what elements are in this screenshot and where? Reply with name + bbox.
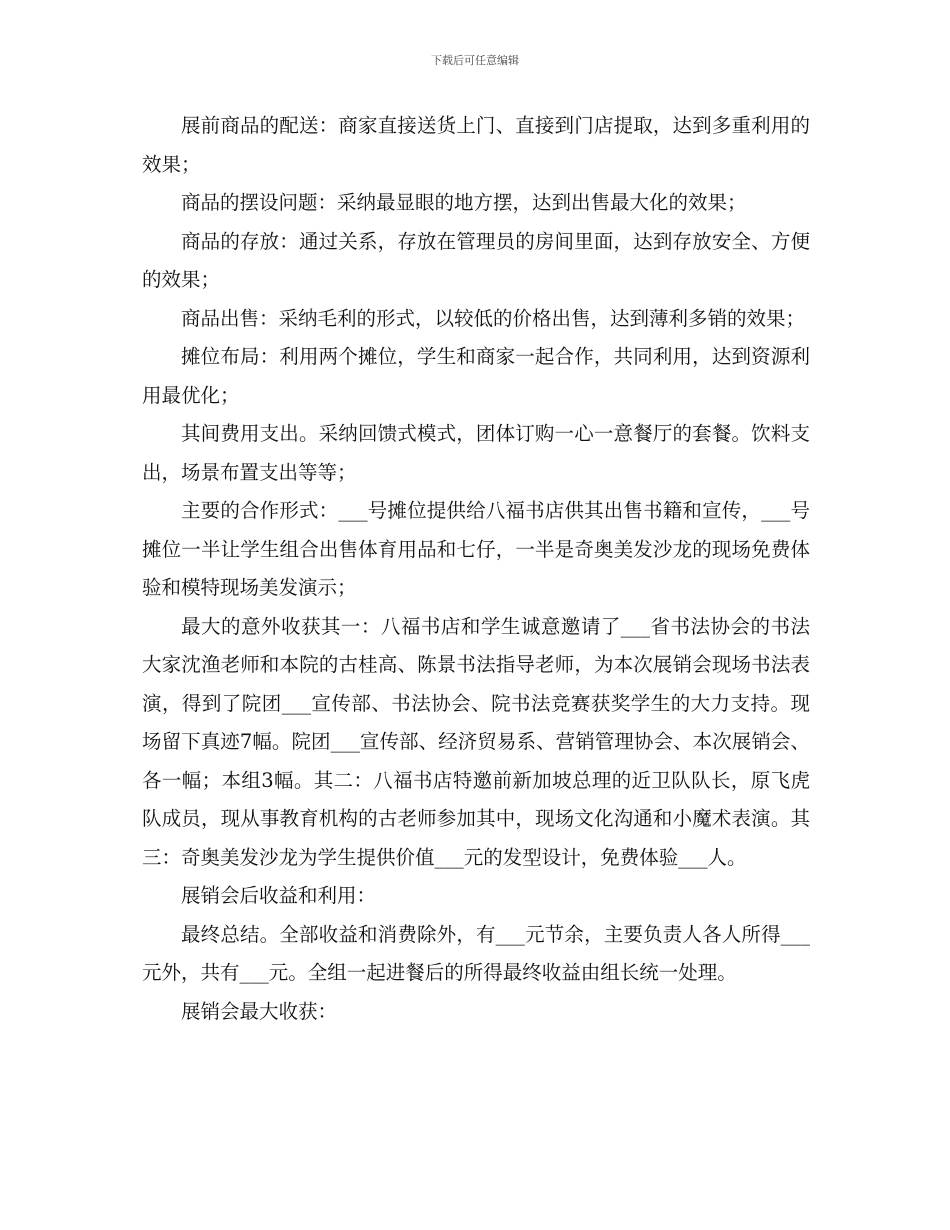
- paragraph: 展前商品的配送：商家直接送货上门、直接到门店提取，达到多重利用的效果；: [142, 114, 810, 176]
- paragraph: 主要的合作形式：___号摊位提供给八福书店供其出售书籍和宣传，___号摊位一半让学生组合出售体育用品和七仔，一半是奇奥美发沙龙的现场免费体验和模特现场美发演示；: [142, 499, 810, 599]
- paragraph: 最终总结。全部收益和消费除外，有___元节余，主要负责人各人所得___元外，共有___元。全组一起进餐后的所得最终收益由组长统一处理。: [142, 922, 810, 984]
- paragraph: 其间费用支出。采纳回馈式模式，团体订购一心一意餐厅的套餐。饮料支出，场景布置支出等等；: [142, 422, 810, 484]
- paragraph: 展销会后收益和利用：: [181, 884, 377, 907]
- document-body: [142, 107, 810, 1031]
- page-header: 下载后可任意编辑: [431, 54, 519, 67]
- paragraph: 最大的意外收获其一：八福书店和学生诚意邀请了___省书法协会的书法大家沈渔老师和本院的古桂高、陈景书法指导老师，为本次展销会现场书法表演，得到了院团___宣传部、书法协会、院书法竞赛获奖学生的大力支持。现场留下真迹7幅。院团___宣传部、经济贸易系、营销管理协会、本次展销会、各一幅；本组3幅。其二：八福书店特邀前新加坡总理的近卫队队长，原飞虎队成员，现从事教育机构的古老师参加其中，现场文化沟通和小魔术表演。其三：奇奥美发沙龙为学生提供价值___元的发型设计，免费体验___人。: [142, 614, 810, 869]
- paragraph: 展销会最大收获：: [181, 999, 338, 1023]
- paragraph: 商品的摆设问题：采纳最显眼的地方摆，达到出售最大化的效果；: [181, 191, 747, 214]
- paragraph: 摊位布局：利用两个摊位，学生和商家一起合作，共同利用，达到资源利用最优化；: [142, 345, 810, 407]
- paragraph: 商品的存放：通过关系，存放在管理员的房间里面，达到存放安全、方便的效果；: [142, 229, 810, 291]
- paragraph: 商品出售：采纳毛利的形式，以较低的价格出售，达到薄利多销的效果；: [181, 306, 806, 330]
